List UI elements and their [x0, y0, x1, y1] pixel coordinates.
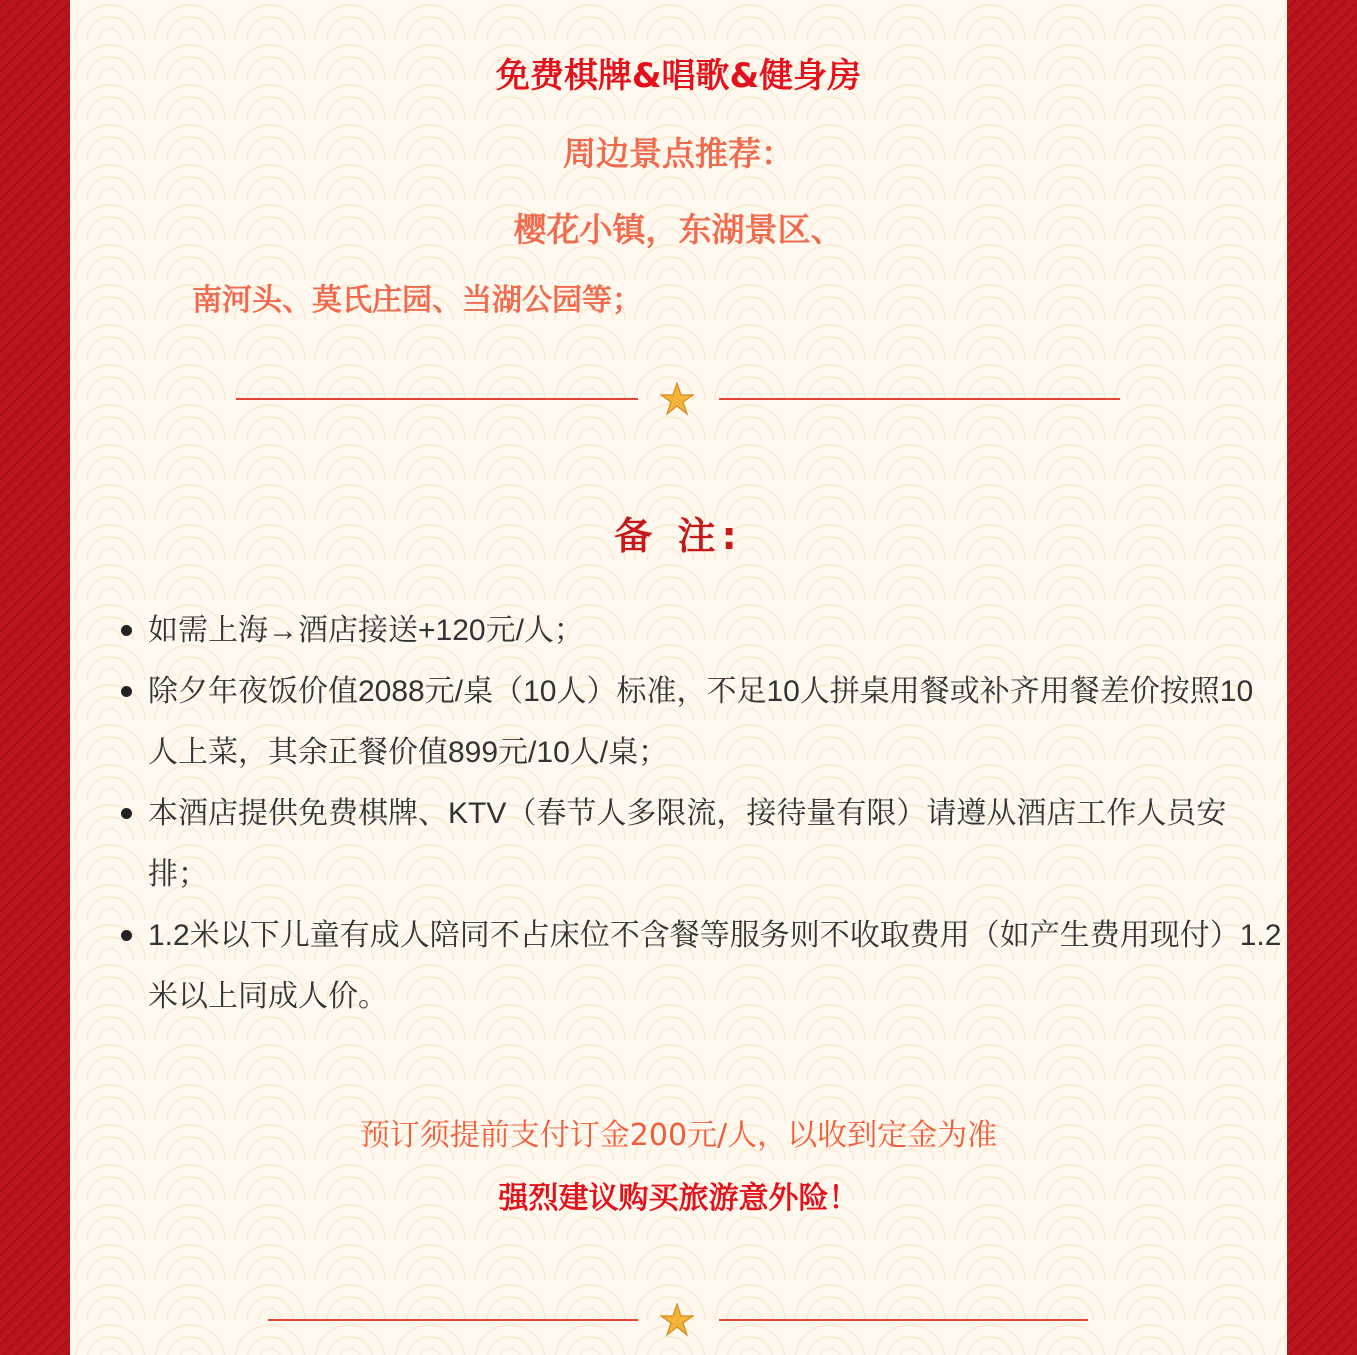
spots-line-2: 南河头、莫氏庄园、当湖公园等； [192, 283, 642, 318]
left-red-border [0, 0, 70, 1355]
note-text: 除夕年夜饭价值2088元/桌（10人）标准，不足10人拼桌用餐或补齐用餐差价按照10人上菜，其余正餐价值899元/10人/桌； [148, 675, 1254, 769]
amenities-heading: 免费棋牌&唱歌&健身房 [495, 56, 862, 96]
bullet-icon [121, 930, 132, 941]
divider-line-left [236, 398, 638, 400]
deposit-note: 预订须提前支付订金200元/人，以收到定金为准 [359, 1118, 998, 1153]
star-icon [660, 382, 694, 416]
list-item [148, 905, 1283, 1027]
list-item [148, 600, 1283, 661]
nearby-title: 周边景点推荐： [563, 134, 794, 173]
note-text: 如需上海→酒店接送+120元/人； [148, 614, 584, 647]
divider-line-left-bottom [268, 1319, 638, 1321]
right-red-border [1287, 0, 1357, 1355]
notes-list [148, 600, 1283, 1027]
note-text: 1.2米以下儿童有成人陪同不占床位不含餐等服务则不收取费用（如产生费用现付）1.2米以上同成人价。 [148, 919, 1282, 1013]
bullet-icon [121, 686, 132, 697]
insurance-note: 强烈建议购买旅游意外险！ [498, 1181, 859, 1216]
divider-line-right [719, 398, 1120, 400]
list-item [148, 661, 1283, 783]
spots-line-1: 樱花小镇，东湖景区、 [513, 210, 844, 249]
divider-line-right-bottom [719, 1319, 1088, 1321]
star-icon [660, 1303, 694, 1337]
bullet-icon [121, 808, 132, 819]
notes-title: 备 注: [614, 514, 743, 558]
bullet-icon [121, 625, 132, 636]
note-text: 本酒店提供免费棋牌、KTV（春节人多限流，接待量有限）请遵从酒店工作人员安排； [148, 797, 1227, 891]
list-item [148, 783, 1283, 905]
